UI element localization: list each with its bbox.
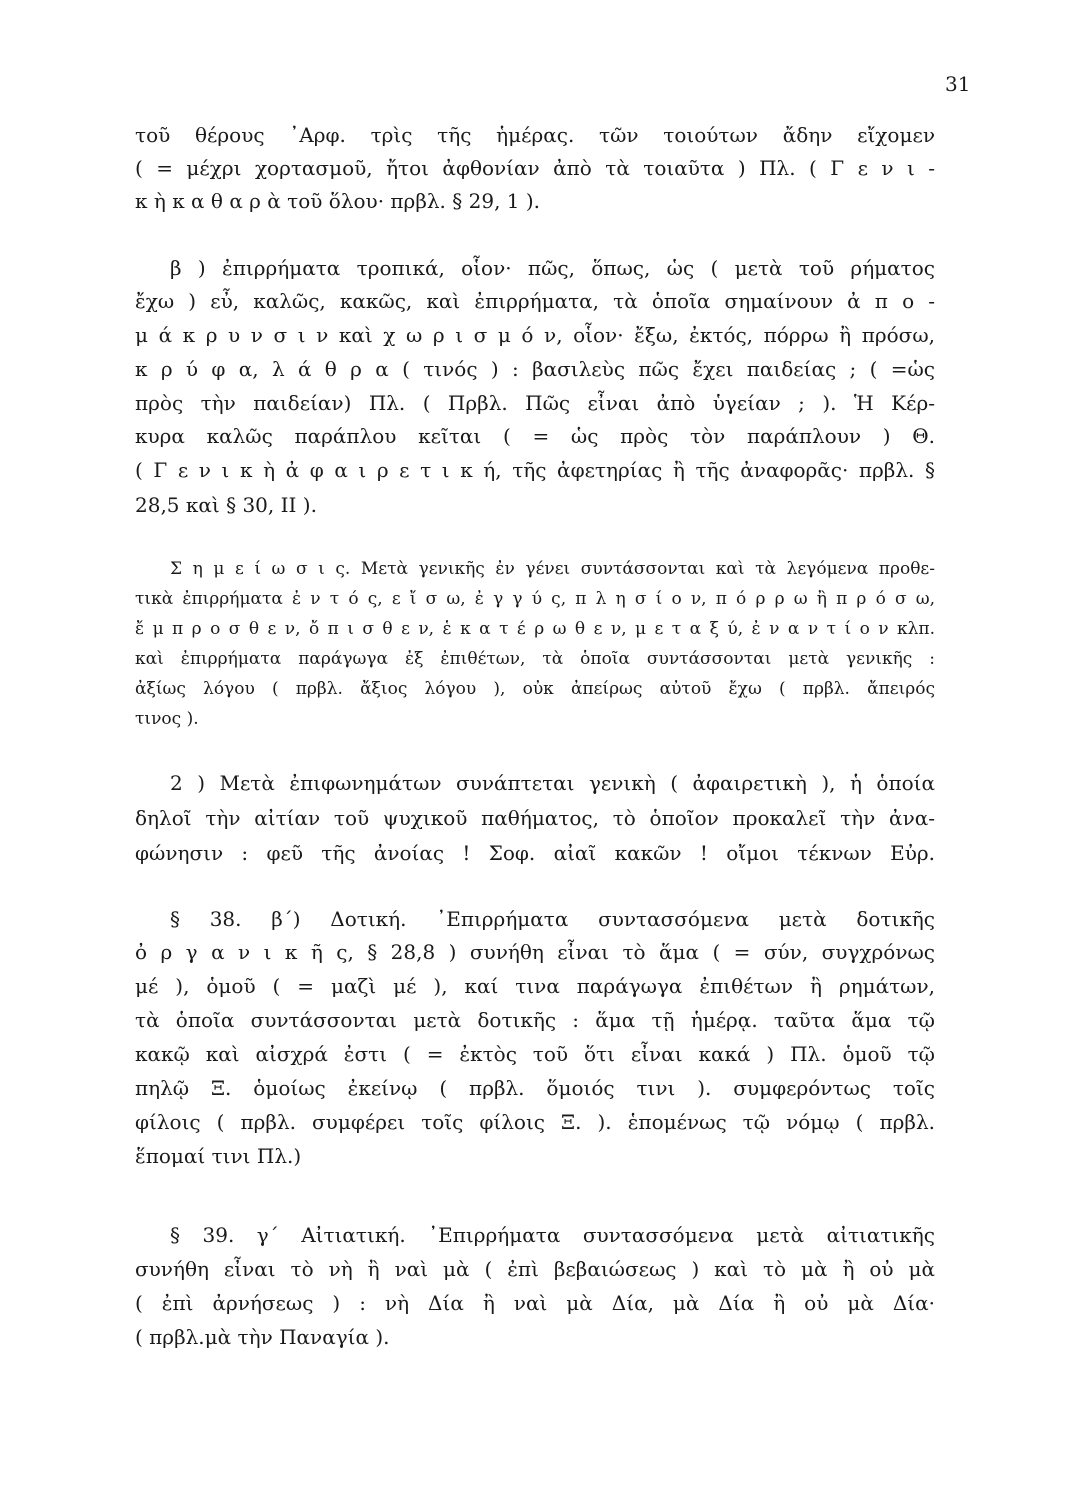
text-line: φίλοις ( πρβλ. συμφέρει τοῖς φίλοις Ξ. ). ἑπομένως τῷ νόμῳ ( πρβλ. xyxy=(135,1110,935,1134)
text-line: κ ὴ κ α θ α ρ ὰ τοῦ ὅλου· πρβλ. § 29, 1 ). xyxy=(135,189,541,213)
text-line: ὀ ρ γ α ν ι κ ῆ ς, § 28,8 ) συνήθη εἶναι τὸ ἅμα ( = σύν, συγχρόνως xyxy=(135,940,935,964)
text-line: πηλῷ Ξ. ὁμοίως ἐκείνῳ ( πρβλ. ὅμοιός τινι ). συμφερόντως τοῖς xyxy=(135,1076,935,1100)
text-line: κυρα καλῶς παράπλου κεῖται ( = ὡς πρὸς τὸν παράπλουν ) Θ. xyxy=(135,424,935,448)
note-line: καὶ ἐπιρρήματα παράγωγα ἐξ ἐπιθέτων, τὰ ὁποῖα συντάσσονται μετὰ γενικῆς : xyxy=(135,649,935,669)
text-line: κ ρ ύ φ α, λ ά θ ρ α ( τινός ) : βασιλεὺς πῶς ἔχει παιδείας ; ( =ὡς xyxy=(135,357,935,381)
section-39-heading: § 39. γ΄ Αἰτιατική. ᾿Επιρρήματα συντασσόμενα μετὰ αἰτιατικῆς xyxy=(170,1223,935,1247)
note-line: τικὰ ἐπιρρήματα ἐ ν τ ό ς, ε ἴ σ ω, ἐ γ γ ύ ς, π λ η σ ί ο ν, π ό ρ ρ ω ἢ π ρ ό σ ω, xyxy=(135,589,935,609)
text-line: 28,5 καὶ § 30, ΙΙ ). xyxy=(135,493,317,517)
text-line: τὰ ὁποῖα συντάσσονται μετὰ δοτικῆς : ἅμα τῇ ἡμέρᾳ. ταῦτα ἅμα τῷ xyxy=(135,1008,935,1032)
note-line: τινος ). xyxy=(135,709,199,729)
text-line: μ ά κ ρ υ ν σ ι ν καὶ χ ω ρ ι σ μ ό ν, οἷον· ἔξω, ἐκτός, πόρρω ἢ πρόσω, xyxy=(135,323,935,347)
text-line: φώνησιν : φεῦ τῆς ἀνοίας ! Σοφ. αἰαῖ κακῶν ! οἴμοι τέκνων Εὐρ. xyxy=(135,841,935,865)
page-number: 31 xyxy=(945,72,971,96)
text-line: πρὸς τὴν παιδείαν) Πλ. ( Πρβλ. Πῶς εἶναι ἀπὸ ὑγείαν ; ). Ἡ Κέρ- xyxy=(135,391,935,415)
text-line: 2 ) Μετὰ ἐπιφωνημάτων συνάπτεται γενικὴ ( ἀφαιρετικὴ ), ἡ ὁποία xyxy=(170,771,935,795)
text-line: συνήθη εἶναι τὸ νὴ ἢ ναὶ μὰ ( ἐπὶ βεβαιώσεως ) καὶ τὸ μὰ ἢ οὐ μὰ xyxy=(135,1257,935,1281)
text-line: β ) ἐπιρρήματα τροπικά, οἷον· πῶς, ὅπως, ὡς ( μετὰ τοῦ ρήματος xyxy=(170,256,935,280)
note-line: ἀξίως λόγου ( πρβλ. ἄξιος λόγου ), οὐκ ἀπείρως αὐτοῦ ἔχω ( πρβλ. ἄπειρός xyxy=(135,679,935,699)
text-line: ἔχω ) εὖ, καλῶς, κακῶς, καὶ ἐπιρρήματα, τὰ ὁποῖα σημαίνουν ἀ π ο - xyxy=(135,289,935,313)
section-38-heading: § 38. β΄) Δοτική. ᾿Επιρρήματα συντασσόμενα μετὰ δοτικῆς xyxy=(170,907,935,931)
text-line: δηλοῖ τὴν αἰτίαν τοῦ ψυχικοῦ παθήματος, τὸ ὁποῖον προκαλεῖ τὴν ἀνα- xyxy=(135,806,935,830)
text-line: ( = μέχρι χορτασμοῦ, ἤτοι ἀφθονίαν ἀπὸ τὰ τοιαῦτα ) Πλ. ( Γ ε ν ι - xyxy=(135,156,935,180)
text-line: ( ἐπὶ ἀρνήσεως ) : νὴ Δία ἢ ναὶ μὰ Δία, μὰ Δία ἢ οὐ μὰ Δία· xyxy=(135,1291,935,1315)
text-line: κακῷ καὶ αἰσχρά ἐστι ( = ἐκτὸς τοῦ ὅτι εἶναι κακά ) Πλ. ὁμοῦ τῷ xyxy=(135,1042,935,1066)
text-line: τοῦ θέρους ᾿Αρφ. τρὶς τῆς ἡμέρας. τῶν τοιούτων ἄδην εἴχομεν xyxy=(135,123,935,147)
text-line: ( Γ ε ν ι κ ὴ ἀ φ α ι ρ ε τ ι κ ή, τῆς ἀφετηρίας ἢ τῆς ἀναφορᾶς· πρβλ. § xyxy=(135,458,935,482)
note-line: ἔ μ π ρ ο σ θ ε ν, ὄ π ι σ θ ε ν, ἑ κ α τ έ ρ ω θ ε ν, μ ε τ α ξ ύ, ἐ ν α ν τ ί ο ν κλπ. xyxy=(135,619,935,639)
text-line: μέ ), ὁμοῦ ( = μαζὶ μέ ), καί τινα παράγωγα ἐπιθέτων ἢ ρημάτων, xyxy=(135,974,935,998)
text-line: ἕπομαί τινι Πλ.) xyxy=(135,1144,302,1168)
text-line: ( πρβλ.μὰ τὴν Παναγία ). xyxy=(135,1325,390,1349)
note-line: Σ η μ ε ί ω σ ι ς. Μετὰ γενικῆς ἐν γένει συντάσσονται καὶ τὰ λεγόμενα προθε- xyxy=(170,559,935,579)
